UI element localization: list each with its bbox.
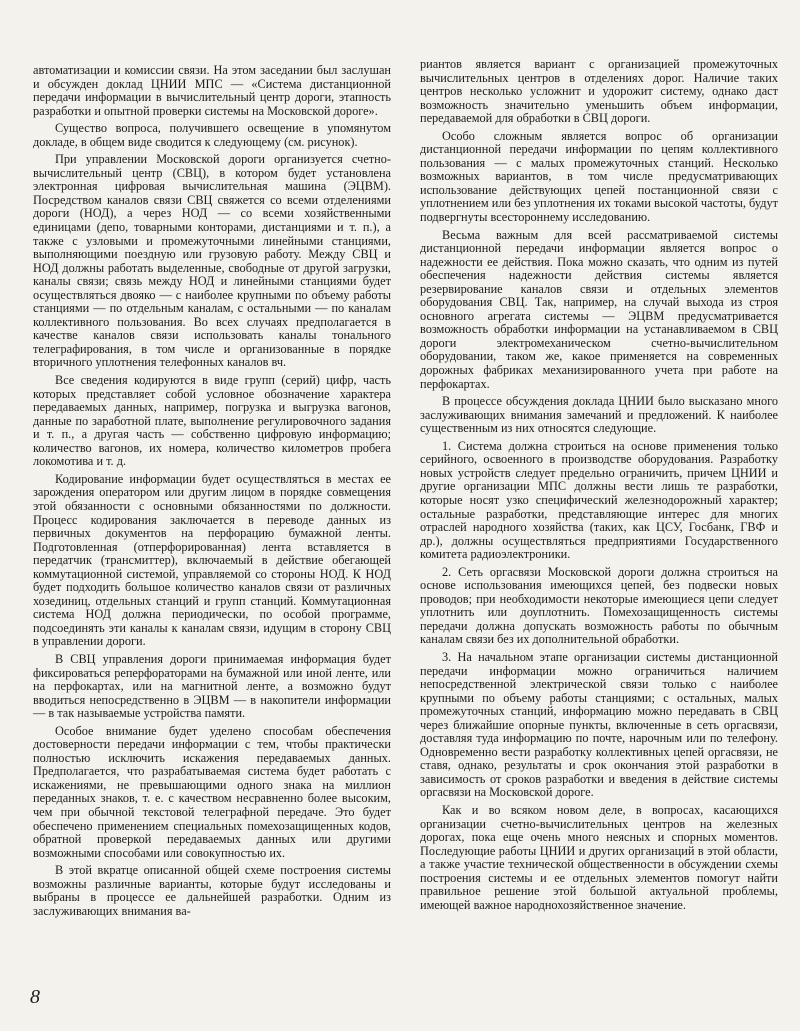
paragraph: Все сведения кодируются в виде групп (серий) цифр, часть которых представляет собой условное обозначение характера передаваемых данных, например, погрузка и выгрузка вагонов, данные по заработной плате, выполнение регулировочного задания и т. п., а другая часть — собственно цифровую информацию; количество вагонов, их номера, количество километров пробега локомотива и т. д. <box>33 373 391 469</box>
paragraph: Существо вопроса, получившего освещение в упомянутом докладе, в общем виде сводится к следующему (см. рисунок). <box>33 121 391 149</box>
paragraph: риантов является вариант с организацией промежуточных вычислительных центров в отделениях дорог. Наличие таких центров несколько усложнит и удорожит систему, однако даст возможность значительно уменьшить объем информации, передаваемой для обработки в СВЦ дороги. <box>420 57 778 126</box>
page-number: 8 <box>30 986 40 1008</box>
paragraph: автоматизации и комиссии связи. На этом заседании был заслушан и обсужден доклад ЦНИИ МПС — «Система дистанционной передачи информации в вычислительный центр дороги, этапность разработки и опытной проверки системы на Московской дороге». <box>33 63 391 118</box>
paragraph: Весьма важным для всей рассматриваемой системы дистанционной передачи информации является вопрос о надежности ее действия. Пока можно сказать, что одним из путей обеспечения надежности действия системы является резервирование каналов связи и отдельных элементов оборудования СВЦ. Так, например, на случай выхода из строя основного агрегата системы — ЭЦВМ предусматривается возможность обработки информации на устанавливаемом в СВЦ дороги электромеханическом счетно-вычислительном оборудовании, таком же, какое применяется на современных дорожных фабриках механизированного учета при работе на перфокартах. <box>420 227 778 391</box>
paragraph: В процессе обсуждения доклада ЦНИИ было высказано много заслуживающих внимания замечаний и предложений. К наиболее существенным из них относятся следующие. <box>420 394 778 436</box>
paragraph: Кодирование информации будет осуществляться в местах ее зарождения оператором или другим лицом в порядке совмещения этой обязанности с основными обязанностями по должности. Процесс кодирования заключается в переводе данных из первичных документов на перфорацию бумажной ленты. Подготовленная (отперфорированная) лента вставляется в передатчик (трансмиттер), включаемый в действие обегающей коммутационной системой, управляемой со стороны НОД. К НОД будет подходить большое количество каналов связи от различных хозединиц, отдельных станций и групп станций. Коммутационная система НОД должна периодически, по особой программе, подсоединять эти каналы к каналам связи, идущим в сторону СВЦ в управлении дороги. <box>33 471 391 649</box>
paragraph: 3. На начальном этапе организации системы дистанционной передачи информации можно ограничиться наличием непосредственной электрической связи только с наиболее крупными по объему работы станциями; с остальных, малых промежуточных станций, информацию можно передавать в СВЦ через ближайшие опорные пункты, включенные в сеть оргасвязи, доставляя туда информацию по почте, нарочным или по телефону. Одновременно вести разработку коллективных цепей оргасвязи, не ставя, однако, результаты и срок окончания этой разработки в зависимость от сроков разработки и введения в действие системы оргасвязи на Московской дороге. <box>420 649 778 800</box>
paragraph: 1. Система должна строиться на основе применения только серийного, освоенного в производстве оборудования. Разработку новых устройств следует предельно ограничить, причем ЦНИИ и другие организации МПС должны вести лишь те разработки, которые носят узко специфический железнодорожный характер; остальные разработки, представляющие интерес для многих отраслей народного хозяйства (таких, как ЦСУ, Госбанк, ГВФ и др.), должны осуществляться предприятиями Государственного комитета радиоэлектроники. <box>420 438 778 562</box>
paragraph: Как и во всяком новом деле, в вопросах, касающихся организации счетно-вычислительных центров на железных дорогах, пока еще очень много неясных и спорных моментов. Последующие работы ЦНИИ и других организаций в этой области, а также участие технической общественности в обсуждении схемы построения системы и ее отдельных элементов помогут найти правильное решение этой большой актуальной проблемы, имеющей важное народнохозяйственное значение. <box>420 802 778 912</box>
paragraph: 2. Сеть оргасвязи Московской дороги должна строиться на основе использования имеющихся цепей, без подвески новых проводов; при необходимости некоторые имеющиеся цепи следует уплотнить или доуплотнить. Помехозащищенность системы передачи должна допускать возможность работы по обычным каналам связи без их дополнительной обработки. <box>420 564 778 647</box>
paragraph: Особо сложным является вопрос об организации дистанционной передачи информации по цепям коллективного пользования — с малых промежуточных станций. Несколько возможных вариантов, в том числе предусматривающих использование действующих цепей постанционной связи с уплотнением или без уплотнения их токами высокой частоты, будут подвергнуты всестороннему исследованию. <box>420 128 778 225</box>
right-column <box>420 58 778 916</box>
paragraph: В СВЦ управления дороги принимаемая информация будет фиксироваться реперфораторами на бумажной или иной ленте, или на перфокартах, или на магнитной ленте, а возможно будут вводиться непосредственно в ЭЦВМ — в накопители информации — в так называемые устройства памяти. <box>33 651 391 721</box>
paragraph: При управлении Московской дороги организуется счетно-вычислительный центр (СВЦ), в котором будет установлена электронная цифровая вычислительная машина (ЭЦВМ). Посредством каналов связи СВЦ свяжется со всеми отделениями дороги (НОД), а через НОД — со всеми хозяйственными единицами (депо, товарными конторами, дистанциями и т. п.), а также с узловыми и промежуточными линейными станциями, выполняющими поездную или грузовую работу. Между СВЦ и НОД должны работать выделенные, свободные от другой загрузки, каналы связи; связь между НОД и линейными станциями будет осуществляться двояко — с наиболее крупными по объему работы станциями — по отдельным каналам, с остальными — по каналам коллективного пользования. Во всех случаях предполагается в качестве каналов связи использовать каналы тонального телеграфирования, в том числе и организованные в порядке вторичного уплотнения телефонных каналов вч. <box>33 152 391 370</box>
paragraph: В этой вкратце описанной общей схеме построения системы возможны различные варианты, которые будут исследованы и выбраны в процессе ее дальнейшей разработки. Одним из заслуживающих внимания ва- <box>33 863 391 918</box>
left-column <box>33 64 391 922</box>
paragraph: Особое внимание будет уделено способам обеспечения достоверности передачи информации с тем, чтобы практически полностью исключить искажения передаваемых данных. Предполагается, что разрабатываемая система будет работать с искажениями, не превышающими одного знака на миллион переданных знаков, т. е. с качеством несравненно более высоким, чем при обычной текстовой телеграфной передаче. Это будет обеспечено применением специальных помехозащищенных кодов, обратной проверкой передаваемых данных или другими возможными способами или совокупностью их. <box>33 723 391 860</box>
